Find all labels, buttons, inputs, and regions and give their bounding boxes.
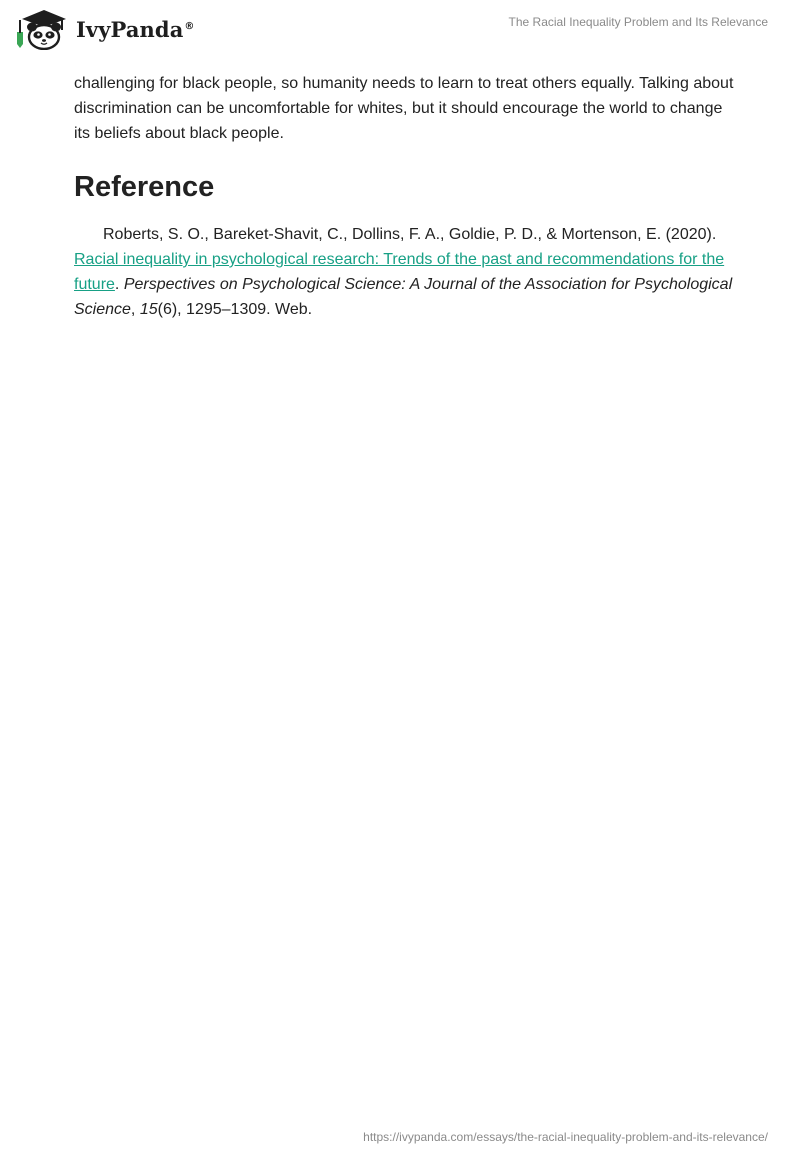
body-paragraph: challenging for black people, so humanity needs to learn to treat others equally. Talking about discrimination can be uncomfortable for whites, but it should encourage the world to change its beliefs about black people. [74, 75, 734, 142]
document-body [74, 71, 734, 322]
registered-mark: ® [184, 20, 195, 32]
ivypanda-logo[interactable] [14, 8, 195, 50]
panda-graduation-cap-icon [14, 8, 74, 50]
reference-link[interactable]: Racial inequality in psychological research: Trends of the past and recommendations for the future [74, 251, 725, 293]
reference-entry [74, 222, 734, 322]
reference-journal: Perspectives on Psychological Science: A Journal of the Association for Psychological Science [74, 276, 733, 318]
page-header [0, 0, 800, 64]
document-title: The Racial Inequality Problem and Its Relevance [508, 15, 768, 29]
reference-authors: Roberts, S. O., Bareket-Shavit, C., Dollins, F. A., Goldie, P. D., & Mortenson, E. (2020). [103, 226, 717, 243]
reference-heading: Reference [74, 171, 215, 203]
brand-name: IvyPanda® [76, 16, 195, 42]
reference-after-journal: , [130, 301, 140, 318]
reference-details: (6), 1295–1309. Web. [157, 301, 313, 318]
reference-after-link: . [114, 276, 124, 293]
footer-url: https://ivypanda.com/essays/the-racial-inequality-problem-and-its-relevance/ [363, 1130, 768, 1144]
reference-volume: 15 [139, 301, 158, 318]
